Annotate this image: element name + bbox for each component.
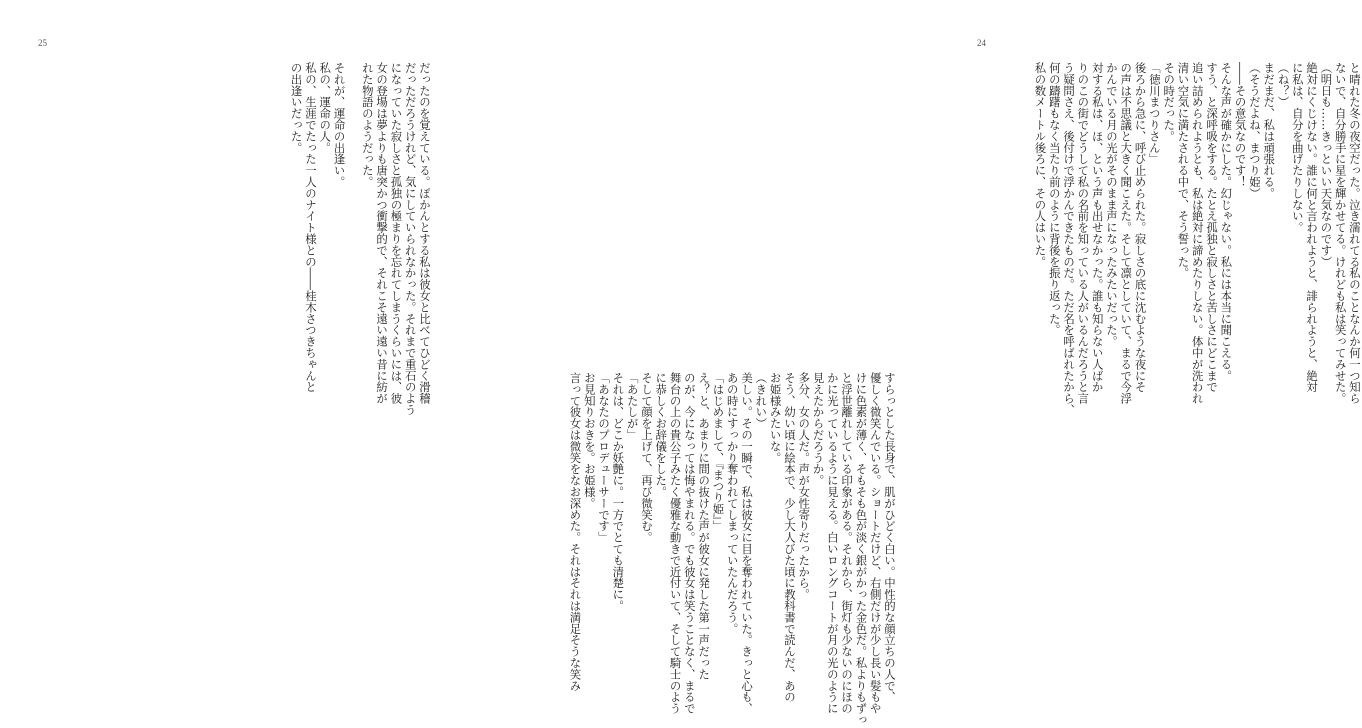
text-line: 追い詰められようとも、私は絶対に諦めたりしない。体中が洗われ: [1190, 62, 1205, 404]
text-line: すう、と深呼吸をする。たとえ孤独と寂しさと苦しさにどこまで: [1205, 62, 1220, 393]
text-line: 絶対にくじけない。誰に何と言われようと、誹られようと、絶対: [1305, 62, 1320, 393]
text-line: のが、今になっては悔やまれる。でも彼女は笑うことなく、まるで: [682, 372, 697, 714]
right-page-lower-text: [532, 372, 897, 726]
text-line: だったのを覚えている。ぽかんとする私は彼女と比べてひどく滑稽: [418, 62, 432, 404]
text-line: すらっとした長身で、肌がひどく白い。中性的な顔立ちの人で、: [883, 372, 897, 703]
left-page-text: [232, 62, 432, 416]
text-line: 私の、運命の人。: [318, 62, 333, 154]
text-line: そう、幼い頃に絵本で、少し大人びた頃に教科書で読んだ、あの: [782, 372, 797, 703]
text-line: 対する私は、ほ、という声も出せなかった。誰も知らない人ばか: [1090, 62, 1105, 393]
text-line: だっただろうけれど、気にしていられなかった。それまで重石のよう: [403, 62, 418, 416]
text-line: （ね？）: [1276, 62, 1291, 108]
text-line: （明日も……きっといい天気なのです）: [1319, 62, 1334, 268]
text-line: （そうだよね、まつり姫）: [1247, 62, 1262, 199]
text-line: に私は、自分を曲げたりしない。: [1290, 62, 1305, 233]
right-page: [512, 0, 1362, 728]
text-line: ないで、自分勝手に星を輝かせてる。けれども私は笑ってみせた。: [1333, 62, 1348, 404]
text-line: れた物語のようだった。: [360, 62, 375, 188]
text-line: 清い空気に満たされる中で、そう誓った。: [1176, 62, 1191, 279]
text-line: お見知りおきを。お姫様。: [582, 372, 597, 509]
text-line: けに色素が薄く、そもそも色が淡く銀がかった金色だ。私よりもずっ: [854, 372, 869, 726]
text-line: お姫様みたいな。: [768, 372, 783, 464]
right-page-upper-text: [932, 62, 1362, 674]
text-line: う疑問さえ、後付けで浮かんできたものだ。ただ名を呼ばれたから、: [1062, 62, 1077, 416]
text-line: 私の数メートル後ろに、その人はいた。: [1033, 62, 1048, 268]
text-line: 女の登場は夢よりも唐突かつ衝撃的で、それこそ遠い遠い昔に紡が: [375, 62, 390, 404]
text-line: に恭しくお辞儀をした。: [654, 372, 669, 498]
text-line: まだまだ、私は頑張れる。: [1262, 62, 1277, 199]
text-line: の出逢いだった。: [289, 62, 304, 154]
text-line: 優しく微笑んでいる。ショートだけど、右側だけが少し長い髪もや: [868, 372, 883, 714]
text-line: そんな声が確かにした。幻じゃない。私には本当に聞こえる。: [1219, 62, 1234, 382]
text-line: と浮世離れしている印象がある。それから、街灯も少ないのにほの: [840, 372, 855, 714]
text-line: （きれい）: [754, 372, 769, 429]
text-line: かんでいる月の光がそのまま声になったみたいだった。: [1104, 62, 1119, 347]
text-line: それが、運命の出逢い。: [332, 62, 347, 188]
text-line: 「はじめまして、『まつり姫』」: [711, 372, 726, 532]
text-line: かに光っているように見える。白いロングコートが月の光のように: [825, 372, 840, 714]
text-line: 「あなたのプロデューサーです」: [597, 372, 612, 543]
text-line: ――その意気なのです！: [1233, 62, 1248, 188]
text-line: え？と、あまりに間の抜けた声が彼女に発した第一声だった: [697, 372, 712, 680]
text-line: 私の、生涯でたった一人のナイト様との――桂木さつきちゃんと: [303, 62, 318, 393]
text-line: 舞台の上の貴公子みたく優雅な動きで近付いて、そして騎士のよう: [668, 372, 683, 714]
text-line: になっていた寂しさと孤独の極まりを忘れてしまうくらいには、彼: [389, 62, 404, 404]
left-page: [0, 0, 512, 728]
text-line: 「あたしが」: [625, 372, 640, 441]
text-line: その時だった。: [1162, 62, 1177, 142]
text-line: それは、どこか妖艶に。一方でとても清楚に。: [611, 372, 626, 612]
text-line: の声は不思議と大きく聞こえた。そして凛としていて、まるで今浮: [1119, 62, 1134, 404]
text-line: 「徳川まつりさん」: [1147, 62, 1162, 165]
text-line: りのこの街でどうして私の名前を知っている人がいるんだろうと言: [1076, 62, 1091, 404]
paragraph-gap: [347, 62, 361, 392]
text-line: 見えたからだろうか。: [811, 372, 826, 486]
text-line: 何の躊躇もなく当たり前のように背後を振り返った。: [1047, 62, 1062, 336]
text-line: 言って彼女は微笑をなお深めた。それはそれは満足そうな笑み: [568, 372, 583, 692]
text-line: と晴れた冬の夜空だった。泣き濡れてる私のことなんか何一つ知ら: [1348, 62, 1362, 404]
text-line: 多分、女の人だ。声が女性寄りだったから。: [797, 372, 812, 600]
page-number-left: 25: [38, 38, 47, 48]
text-line: そして顔を上げて、再び微笑む。: [639, 372, 654, 543]
text-line: あの時にすっかり奪われてしまっていたんだろう。: [725, 372, 740, 635]
page-number-right: 24: [977, 38, 986, 48]
text-line: 美しい。その一瞬で、私は彼女に目を奪われていた。きっと心も、: [740, 372, 755, 714]
text-line: 後ろから急に、呼び止められた。寂しさの底に沈むような夜にそ: [1133, 62, 1148, 393]
